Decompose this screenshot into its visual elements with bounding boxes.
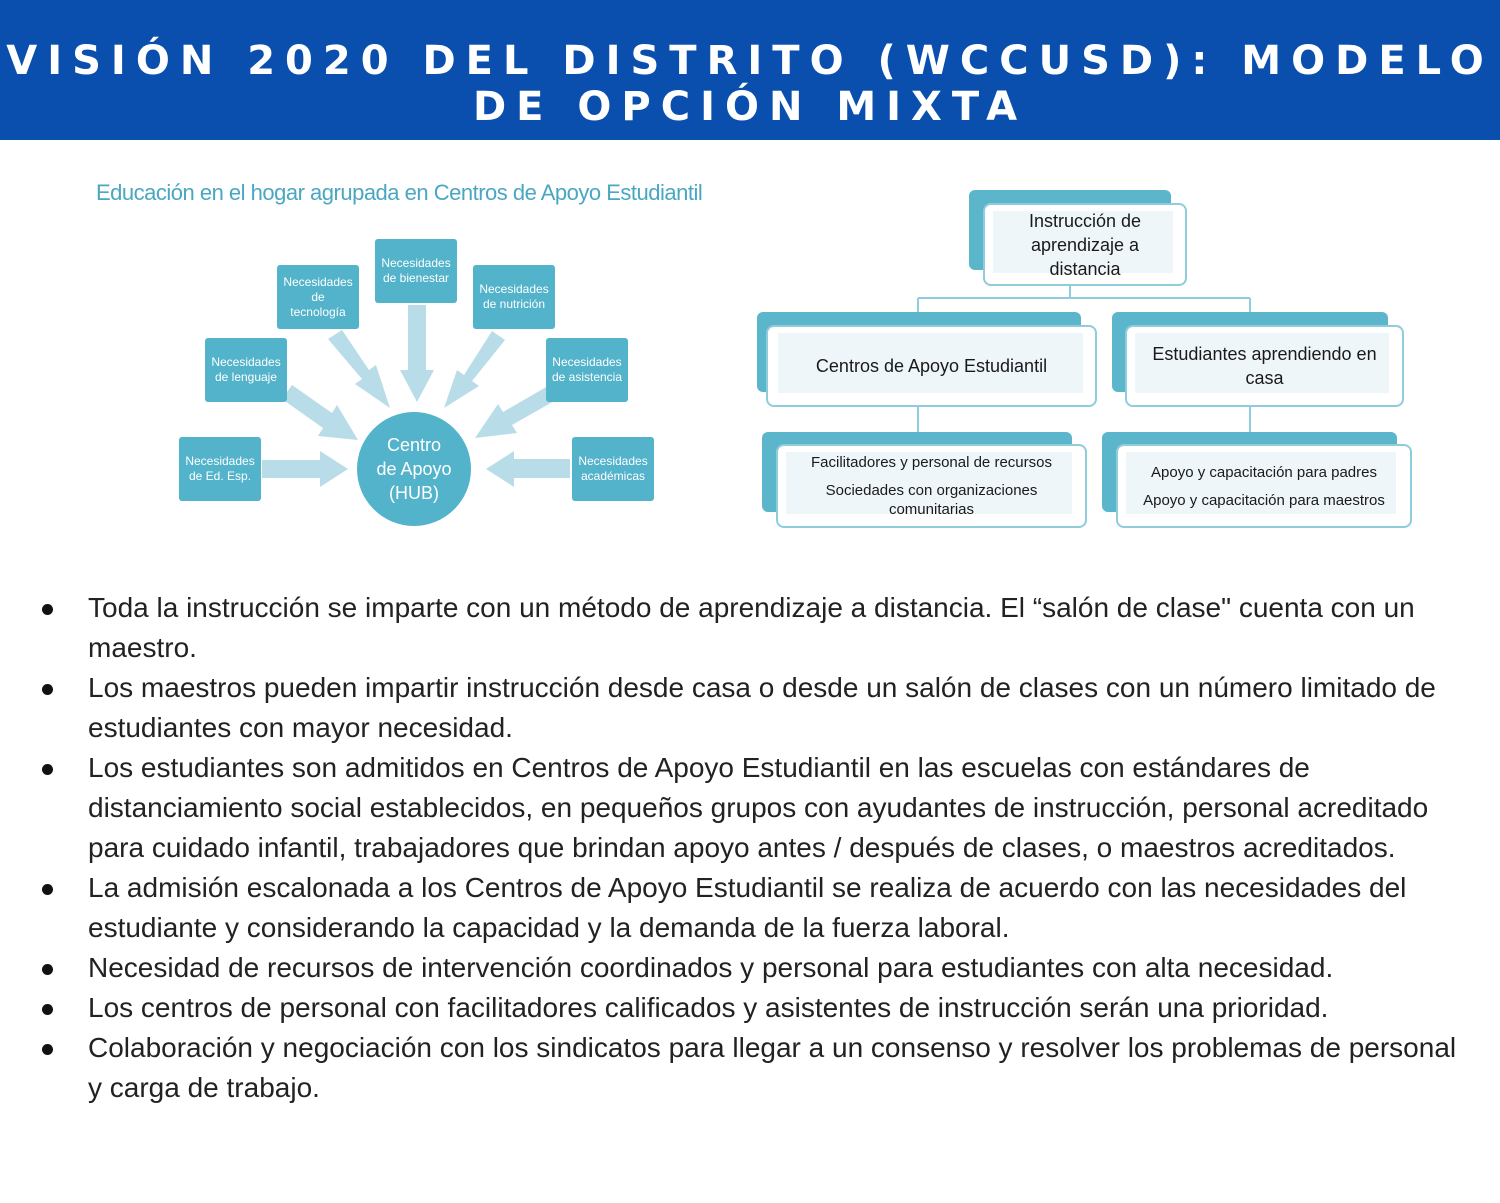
page-title: VISIÓN 2020 DEL DISTRITO (WCCUSD): MODELO DE OPCIÓN MIXTA (6, 38, 1494, 130)
bullet-dot-icon (42, 1004, 53, 1015)
list-item: Toda la instrucción se imparte con un método de aprendizaje a distancia. El “salón de clase" cuenta con un maestro. (46, 588, 1466, 668)
need-bienestar: Necesidades de bienestar (375, 239, 457, 303)
bullet-list (46, 588, 1466, 1108)
need-asistencia: Necesidades de asistencia (546, 338, 628, 402)
list-item: Colaboración y negociación con los sindicatos para llegar a un consenso y resolver los problemas de personal y carga de trabajo. (46, 1028, 1466, 1108)
org-right-child-line1: Apoyo y capacitación para padres (1151, 463, 1377, 481)
org-left-label: Centros de Apoyo Estudiantil (815, 355, 1048, 376)
org-right-node (1125, 325, 1404, 407)
list-item: Los centros de personal con facilitadores calificados y asistentes de instrucción serán una prioridad. (46, 988, 1466, 1028)
hub-diagram-title: Educación en el hogar agrupada en Centros de Apoyo Estudiantil (96, 180, 703, 205)
list-item: Los maestros pueden impartir instrucción desde casa o desde un salón de clases con un número limitado de estudiantes con mayor necesidad. (46, 668, 1466, 748)
need-academicas: Necesidades académicas (572, 437, 654, 501)
org-right-child-node (1116, 444, 1412, 528)
need-tecnologia: Necesidades de tecnología (277, 265, 359, 329)
list-item: La admisión escalonada a los Centros de Apoyo Estudiantil se realiza de acuerdo con las necesidades del estudiante y considerando la capacidad y la demanda de la fuerza laboral. (46, 868, 1466, 948)
org-left-child-line2: Sociedades con organizaciones comunitarias (825, 482, 1038, 518)
need-lenguaje: Necesidades de lenguaje (205, 338, 287, 402)
org-right-label: Estudiantes aprendiendo en casa (1152, 344, 1377, 388)
org-right-child-line2: Apoyo y capacitación para maestros (1143, 491, 1385, 509)
bullet-dot-icon (42, 684, 53, 695)
org-left-child-line1: Facilitadores y personal de recursos (811, 454, 1052, 471)
bullet-dot-icon (42, 604, 53, 615)
need-nutricion: Necesidades de nutrición (473, 265, 555, 329)
list-item: Los estudiantes son admitidos en Centros de Apoyo Estudiantil en las escuelas con estándares de distanciamiento social establecidos, en pequeños grupos con ayudantes de instrucción, personal acreditado para cuidado infantil, trabajadores que brindan apoyo antes / después de clases, o maestros acreditados. (46, 748, 1466, 868)
list-item: Necesidad de recursos de intervención coordinados y personal para estudiantes con alta necesidad. (46, 948, 1466, 988)
org-left-node (766, 325, 1097, 407)
org-root-node (983, 203, 1187, 286)
bullet-dot-icon (42, 1044, 53, 1055)
need-ed-esp: Necesidades de Ed. Esp. (179, 437, 261, 501)
bullet-dot-icon (42, 884, 53, 895)
bullet-dot-icon (42, 964, 53, 975)
org-left-child-node (776, 444, 1087, 528)
bullet-dot-icon (42, 764, 53, 775)
hub-circle: Centro de Apoyo (HUB) (357, 412, 471, 526)
org-root-label: Instrucción de aprendizaje a distancia (1028, 210, 1142, 279)
